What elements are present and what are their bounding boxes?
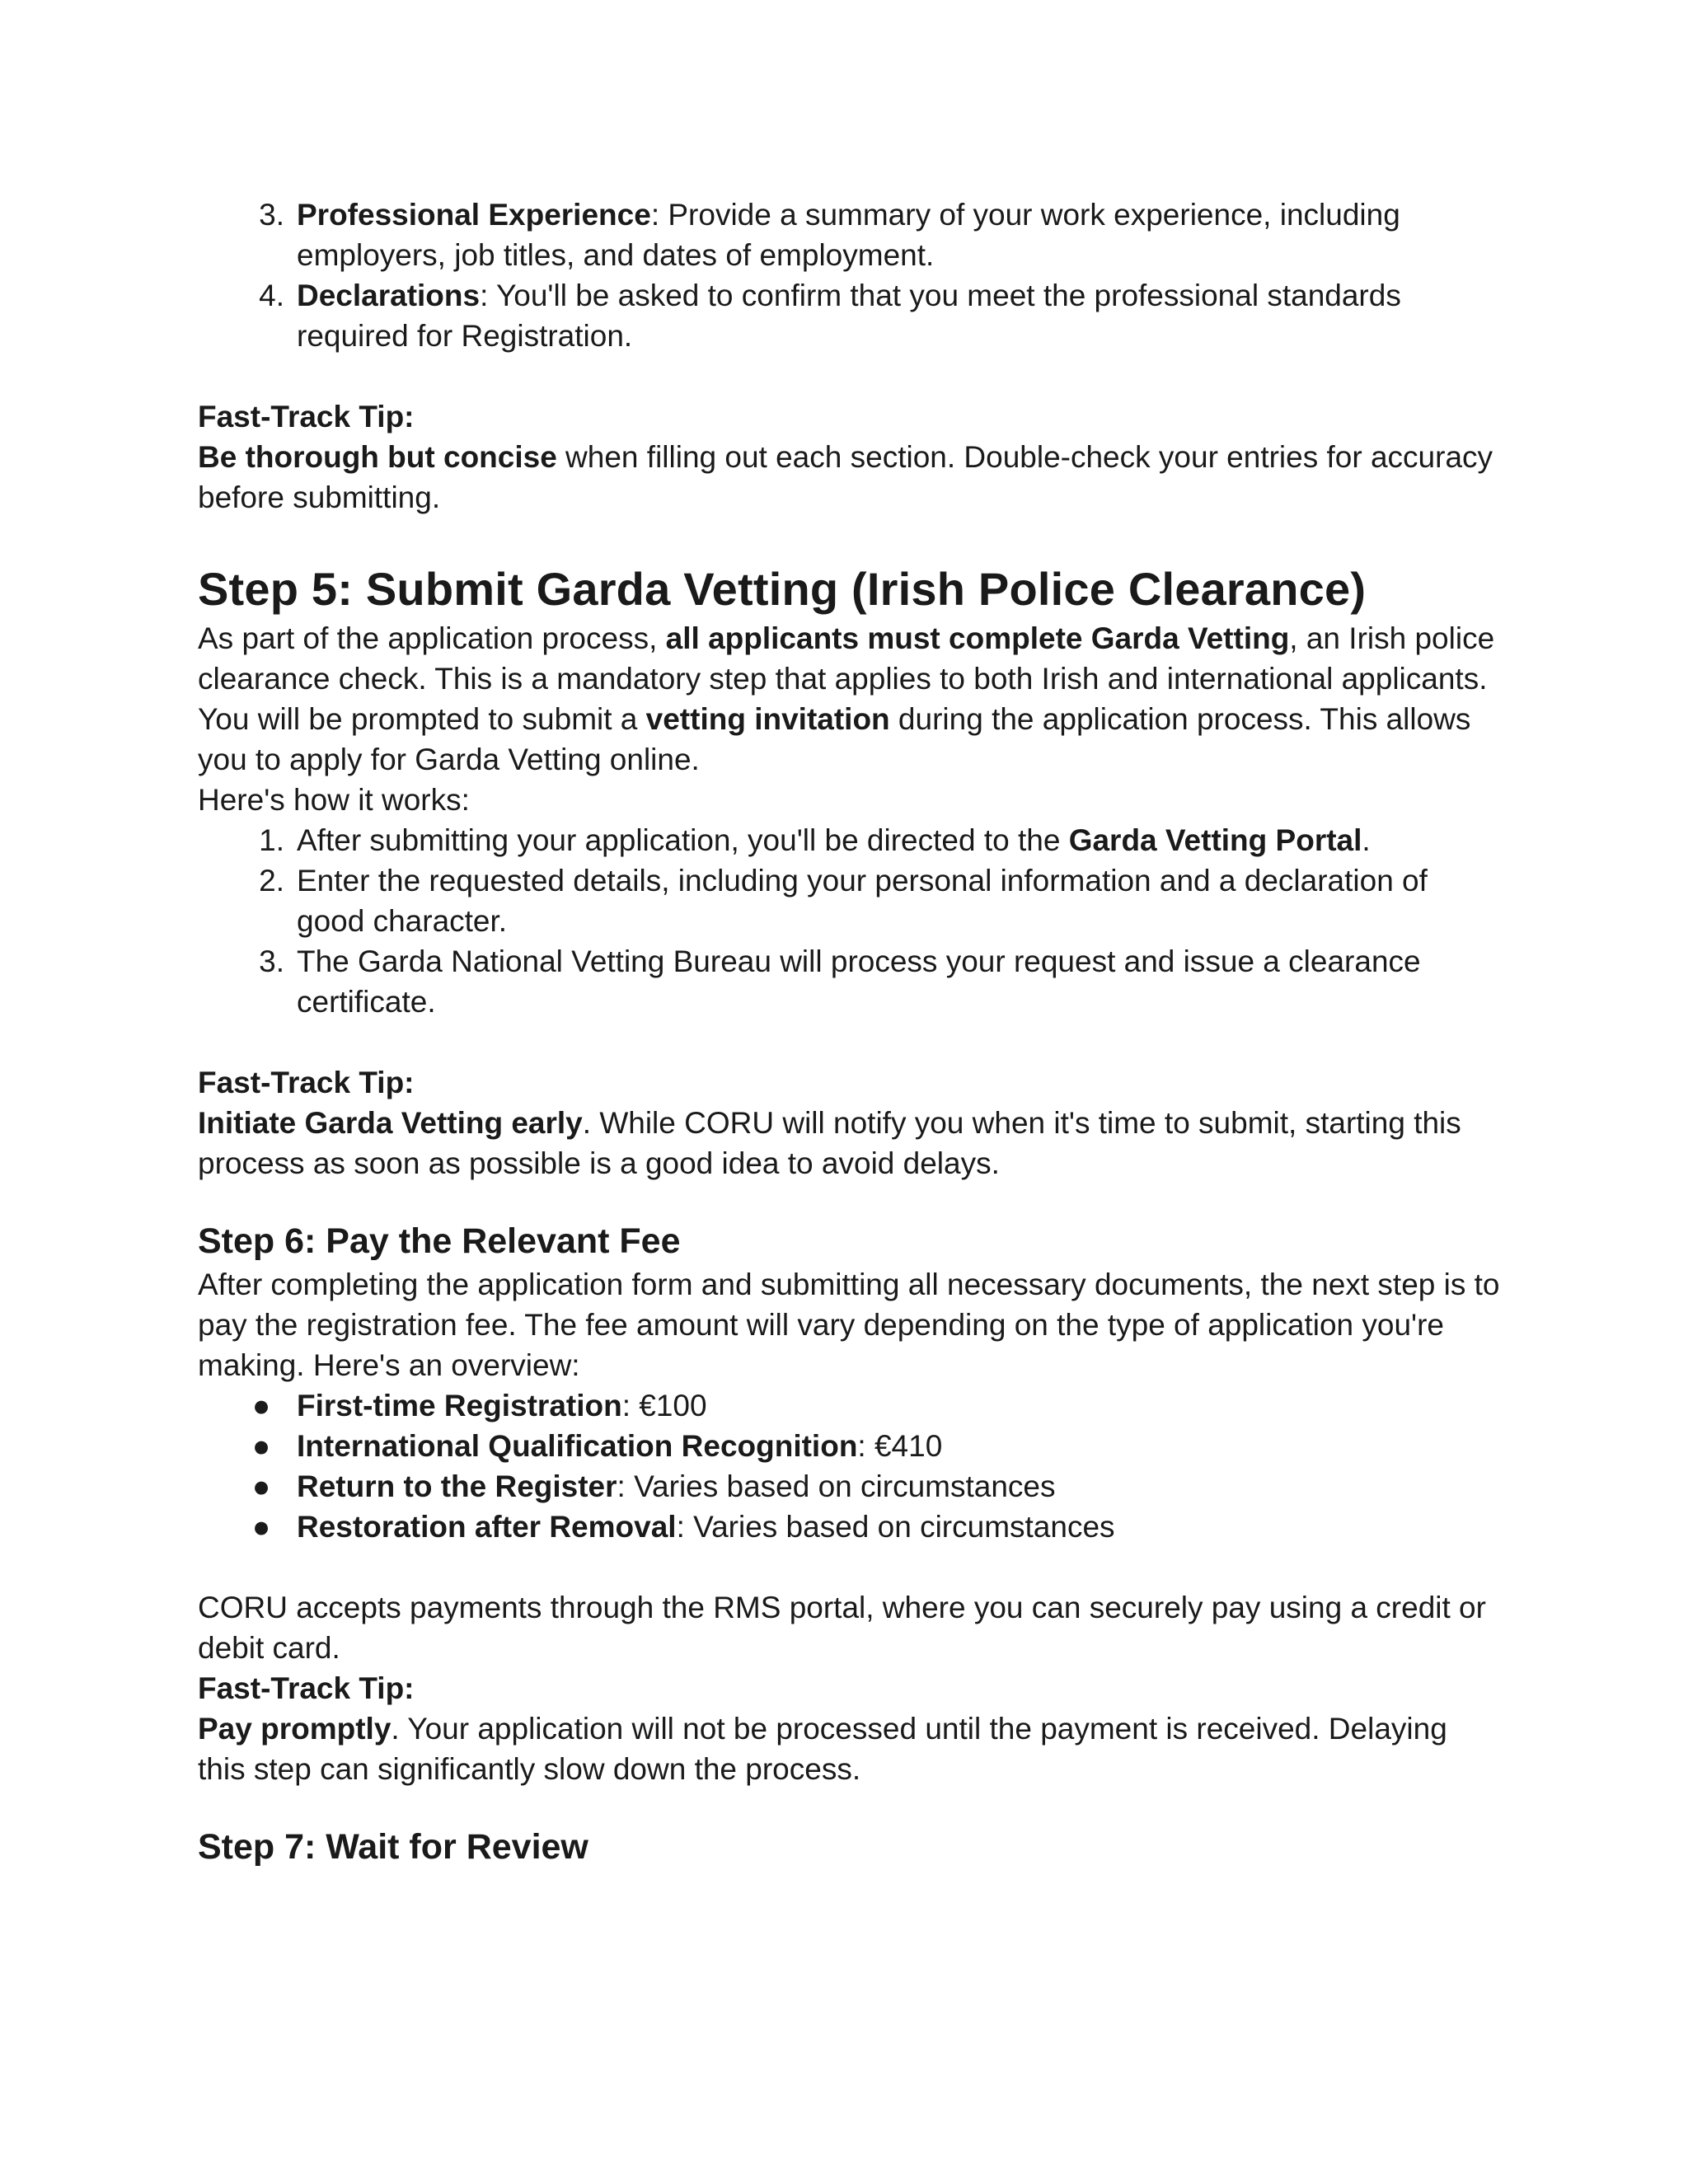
fee-amount: : €100 [621,1389,707,1422]
list-item [198,194,1500,275]
tip-text [198,437,1500,518]
fee-amount: : Varies based on circumstances [676,1510,1115,1544]
list-item [198,1426,1500,1466]
step5-heading: Step 5: Submit Garda Vetting (Irish Police Clearance) [198,563,1367,615]
fee-name: First-time Registration [297,1389,622,1422]
list-number: 1. [259,823,284,857]
bold-span: vetting invitation [645,702,890,736]
fee-name: Return to the Register [297,1469,617,1503]
step5-paragraph [198,618,1500,780]
tip-body: . While CORU will notify you when it's time to submit, starting this process as soon as possible is a good idea to avoid delays. [198,1106,1461,1180]
bullet-icon: ● [251,1510,271,1544]
bullet-icon: ● [251,1389,271,1422]
step7-heading: Step 7: Wait for Review [198,1827,588,1867]
item-title: Declarations [297,279,481,312]
tip-label: Fast-Track Tip: [198,1066,415,1099]
tip-text [198,1103,1500,1183]
bullet-icon: ● [251,1469,271,1503]
list-item [198,275,1500,356]
list-item [198,941,1500,1022]
list-number: 4. [259,279,284,312]
text-span: As part of the application process, [198,621,666,655]
item-text: The Garda National Vetting Bureau will process your request and issue a clearance certificate. [297,944,1421,1019]
item-text: : You'll be asked to confirm that you meet the professional standards required for Registration. [297,279,1401,353]
how-it-works: Here's how it works: [198,783,470,817]
vetting-steps-list [198,820,1500,1022]
declarations-list [198,194,1500,356]
item-text: . [1362,823,1371,857]
list-item [198,820,1500,860]
list-item [198,1385,1500,1426]
text-span: during the application process. This allows you to apply for Garda Vetting online. [198,702,1471,776]
payment-paragraph: CORU accepts payments through the RMS portal, where you can securely pay using a credit or debit card. [198,1591,1486,1665]
bold-span: all applicants must complete Garda Vetting [665,621,1290,655]
tip-body: . Your application will not be processed until the payment is received. Delaying this step can significantly slow down the process. [198,1712,1447,1786]
document-page [198,194,1500,1870]
step6-paragraph: After completing the application form and submitting all necessary documents, the next step is to pay the registration fee. The fee amount will vary depending on the type of application you're making. Here's an overview: [198,1268,1500,1382]
tip-bold: Pay promptly [198,1712,392,1746]
tip-bold: Be thorough but concise [198,440,557,474]
step6-heading: Step 6: Pay the Relevant Fee [198,1221,681,1261]
fee-name: International Qualification Recognition [297,1429,858,1463]
fee-name: Restoration after Removal [297,1510,677,1544]
item-bold: Garda Vetting Portal [1068,823,1362,857]
fee-list [198,1385,1500,1547]
tip-label: Fast-Track Tip: [198,1671,415,1705]
list-number: 3. [259,198,284,232]
item-text: After submitting your application, you'll be directed to the [297,823,1069,857]
text-span: , an Irish police clearance check. This is a mandatory step that applies to both Irish and international applicants. You will be prompted to submit a [198,621,1495,736]
list-item [198,1507,1500,1547]
list-number: 3. [259,944,284,978]
tip-body: when filling out each section. Double-check your entries for accuracy before submitting. [198,440,1493,514]
item-text: : Provide a summary of your work experience, including employers, job titles, and dates of employment. [297,198,1400,272]
tip-label: Fast-Track Tip: [198,400,415,434]
list-item [198,1466,1500,1507]
item-text: Enter the requested details, including your personal information and a declaration of good character. [297,864,1428,938]
fee-amount: : Varies based on circumstances [617,1469,1056,1503]
list-number: 2. [259,864,284,898]
fee-amount: : €410 [857,1429,943,1463]
tip-text [198,1708,1500,1789]
bullet-icon: ● [251,1429,271,1463]
item-title: Professional Experience [297,198,651,232]
list-item [198,860,1500,941]
tip-bold: Initiate Garda Vetting early [198,1106,583,1140]
